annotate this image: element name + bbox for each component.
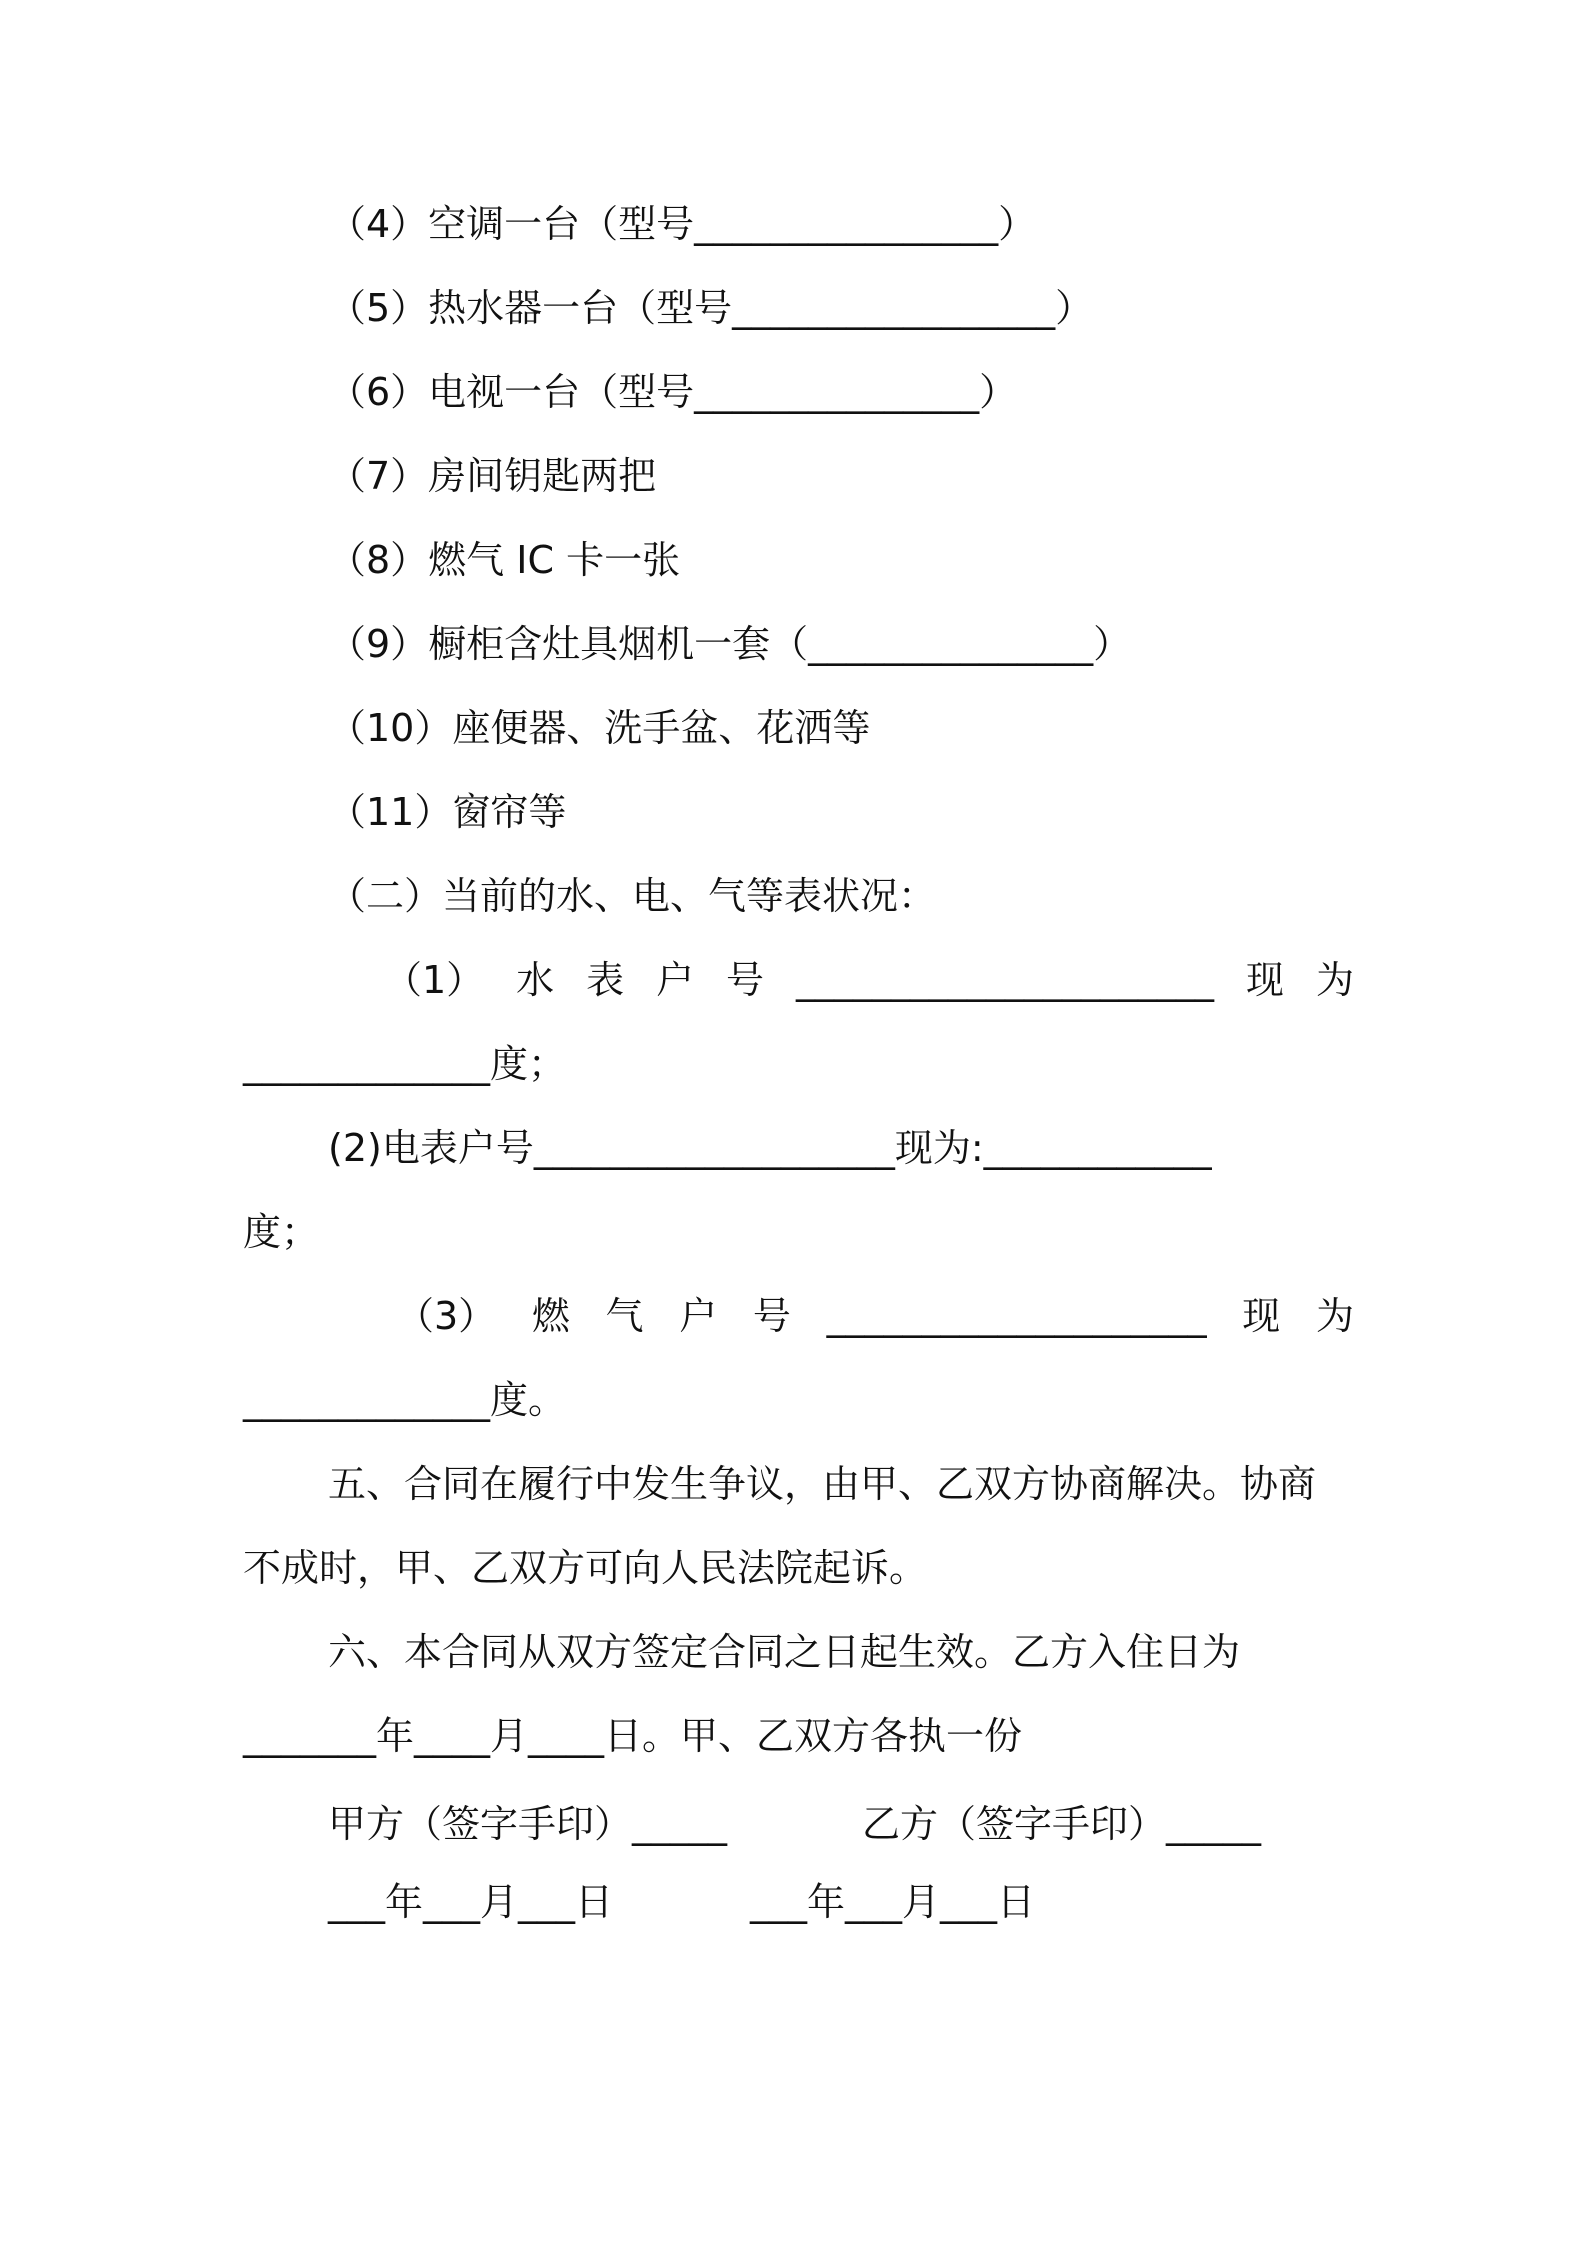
gas-char-5: 现: [1242, 1294, 1281, 1338]
water-meter-reading: _____________度；: [243, 1042, 567, 1086]
gas-char-4: 号: [752, 1294, 791, 1338]
gas-meter-line: [396, 1292, 1354, 1340]
water-char-2: 表: [586, 958, 625, 1002]
water-char-6: 为: [1315, 958, 1354, 1002]
clause-five-line-1: 五、合同在履行中发生争议，由甲、乙双方协商解决。协商: [328, 1462, 1317, 1506]
gas-meter-reading: _____________度。: [243, 1378, 567, 1422]
water-meter-line: [384, 956, 1354, 1004]
gas-account-blank: ____________________: [826, 1294, 1207, 1338]
item-gas-ic-card: （8）燃气 IC 卡一张: [328, 538, 681, 582]
item-kitchen-cabinet: （9）橱柜含灶具烟机一套（_______________）: [328, 622, 1132, 666]
water-char-3: 户: [656, 958, 695, 1002]
clause-six-line-2: _______年____月____日。甲、乙双方各执一份: [243, 1714, 1023, 1758]
gas-char-3: 户: [679, 1294, 718, 1338]
gas-char-1: 燃: [531, 1294, 570, 1338]
water-char-4: 号: [726, 958, 765, 1002]
water-account-blank: ______________________: [796, 958, 1215, 1002]
electric-meter-reading: 度；: [243, 1210, 320, 1254]
item-bathroom-fixtures: （10）座便器、洗手盆、花洒等: [328, 706, 871, 750]
clause-six-line-1: 六、本合同从双方签定合同之日起生效。乙方入住日为: [328, 1630, 1241, 1674]
meters-heading: （二）当前的水、电、气等表状况：: [328, 874, 937, 918]
item-television: （6）电视一台（型号_______________）: [328, 370, 1018, 414]
party-b-date: ___年___月___日: [750, 1880, 1036, 1924]
water-char-5: 现: [1245, 958, 1284, 1002]
clause-five-line-2: 不成时，甲、乙双方可向人民法院起诉。: [243, 1546, 928, 1590]
item-room-keys: （7）房间钥匙两把: [328, 454, 657, 498]
electric-meter-line: (2)电表户号___________________现为:____________: [328, 1126, 1212, 1170]
water-char-1: 水: [516, 958, 555, 1002]
item-water-heater: （5）热水器一台（型号_________________）: [328, 286, 1094, 330]
party-a-signature: 甲方（签字手印）_____: [328, 1802, 728, 1846]
item-curtains: （11）窗帘等: [328, 790, 567, 834]
gas-index: （3）: [396, 1294, 497, 1338]
item-air-conditioner: （4）空调一台（型号________________）: [328, 202, 1037, 246]
gas-char-2: 气: [605, 1294, 644, 1338]
party-a-date: ___年___月___日: [328, 1880, 614, 1924]
water-index: （1）: [384, 958, 485, 1002]
party-b-signature: 乙方（签字手印）_____: [862, 1802, 1262, 1846]
gas-char-6: 为: [1315, 1294, 1354, 1338]
